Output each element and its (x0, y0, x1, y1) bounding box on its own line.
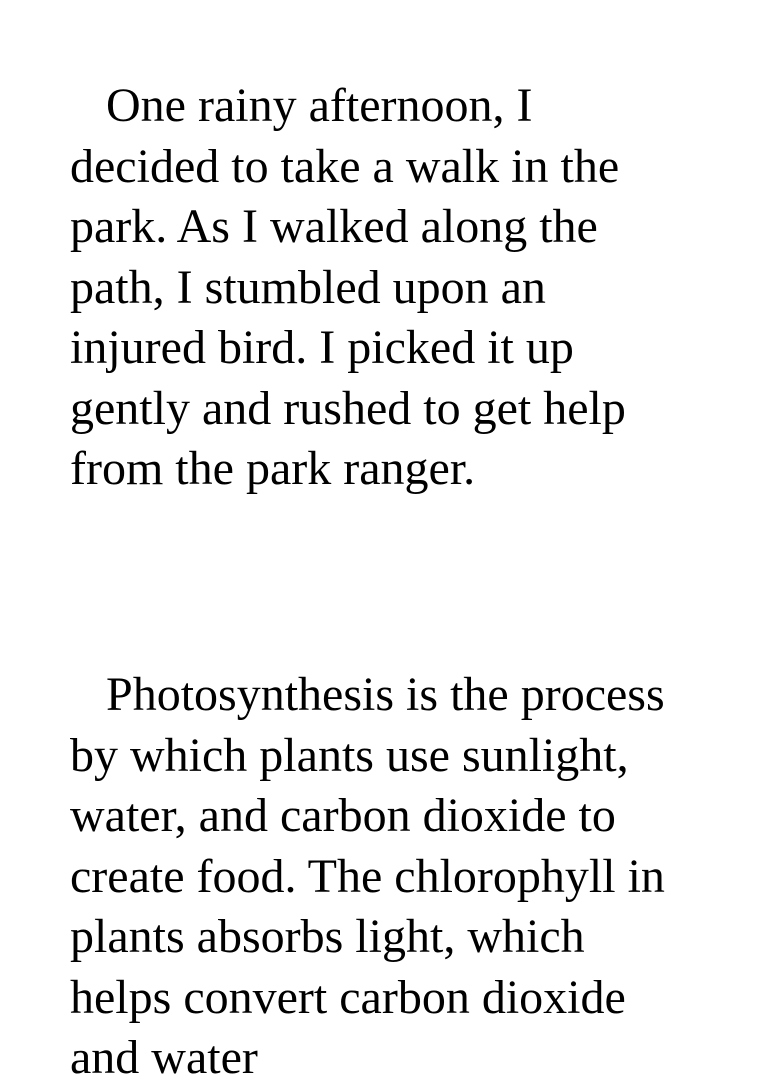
paragraph-line: park. As I walked along the (70, 200, 598, 253)
paragraph-line: and water (70, 1031, 258, 1084)
paragraph-line: path, I stumbled upon an (70, 260, 546, 314)
paragraph-line: by which plants use sunlight, (70, 728, 629, 782)
paragraph-line: injured bird. I picked it up (70, 321, 574, 374)
paragraph-line: from the park ranger. (70, 442, 476, 495)
paragraph-line: One rainy afternoon, I (106, 79, 533, 132)
paragraph-line: plants absorbs light, which (70, 910, 585, 963)
paragraph-line: decided to take a walk in the (70, 139, 620, 193)
paragraph-line: gently and rushed to get help (70, 381, 626, 435)
paragraph-line: create food. The chlorophyll in (70, 849, 665, 903)
paragraph-line: Photosynthesis is the process (106, 668, 665, 721)
paragraph-line: helps convert carbon dioxide (70, 970, 626, 1024)
paragraph-story (70, 76, 710, 500)
paragraph-line: water, and carbon dioxide to (70, 789, 616, 842)
paragraph-photosynthesis (70, 665, 710, 1089)
